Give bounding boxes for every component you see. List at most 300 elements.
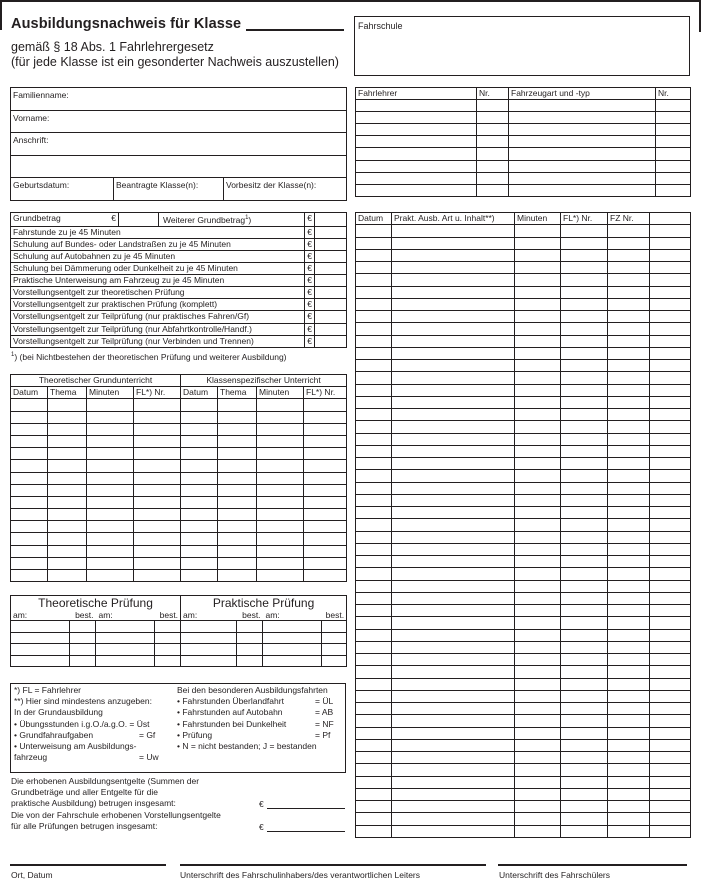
weiterer-grundbetrag-value[interactable]	[315, 213, 347, 227]
table-cell[interactable]	[356, 136, 477, 148]
table-cell[interactable]	[561, 752, 608, 764]
table-cell[interactable]	[515, 715, 561, 727]
table-cell[interactable]	[134, 509, 181, 521]
table-cell[interactable]	[650, 482, 691, 494]
table-cell[interactable]	[650, 433, 691, 445]
table-cell[interactable]	[11, 423, 48, 435]
table-cell[interactable]	[561, 372, 608, 384]
table-cell[interactable]	[263, 655, 322, 667]
table-cell[interactable]	[561, 813, 608, 825]
table-cell[interactable]	[257, 399, 304, 411]
table-cell[interactable]	[392, 617, 515, 629]
vorname-field[interactable]	[11, 110, 347, 133]
table-cell[interactable]	[650, 409, 691, 421]
table-cell[interactable]	[392, 409, 515, 421]
table-cell[interactable]	[392, 727, 515, 739]
table-cell[interactable]	[650, 249, 691, 261]
table-cell[interactable]	[11, 435, 48, 447]
table-cell[interactable]	[392, 335, 515, 347]
table-cell[interactable]	[561, 715, 608, 727]
table-cell[interactable]	[356, 421, 392, 433]
table-cell[interactable]	[509, 184, 656, 196]
table-cell[interactable]	[392, 347, 515, 359]
table-cell[interactable]	[304, 545, 347, 557]
table-cell[interactable]	[509, 148, 656, 160]
table-cell[interactable]	[392, 311, 515, 323]
table-cell[interactable]	[356, 531, 392, 543]
table-cell[interactable]	[356, 715, 392, 727]
table-cell[interactable]	[561, 568, 608, 580]
table-cell[interactable]	[608, 384, 650, 396]
table-cell[interactable]	[134, 545, 181, 557]
table-cell[interactable]	[392, 372, 515, 384]
table-cell[interactable]	[392, 225, 515, 237]
table-cell[interactable]	[650, 592, 691, 604]
table-cell[interactable]	[322, 655, 347, 667]
grundbetrag-value[interactable]	[119, 213, 159, 227]
table-cell[interactable]	[356, 813, 392, 825]
table-cell[interactable]	[392, 703, 515, 715]
table-cell[interactable]	[87, 448, 134, 460]
table-cell[interactable]	[48, 557, 87, 569]
table-cell[interactable]	[650, 776, 691, 788]
table-cell[interactable]	[134, 460, 181, 472]
table-cell[interactable]	[356, 641, 392, 653]
table-cell[interactable]	[608, 617, 650, 629]
table-cell[interactable]	[608, 482, 650, 494]
table-cell[interactable]	[87, 521, 134, 533]
table-cell[interactable]	[561, 262, 608, 274]
table-cell[interactable]	[87, 460, 134, 472]
table-cell[interactable]	[608, 776, 650, 788]
table-cell[interactable]	[356, 752, 392, 764]
table-cell[interactable]	[181, 460, 218, 472]
table-cell[interactable]	[561, 764, 608, 776]
table-cell[interactable]	[515, 825, 561, 837]
table-cell[interactable]	[11, 484, 48, 496]
table-cell[interactable]	[515, 507, 561, 519]
table-cell[interactable]	[650, 556, 691, 568]
table-cell[interactable]	[392, 433, 515, 445]
table-cell[interactable]	[608, 470, 650, 482]
table-cell[interactable]	[134, 423, 181, 435]
table-cell[interactable]	[304, 533, 347, 545]
table-cell[interactable]	[561, 654, 608, 666]
table-cell[interactable]	[356, 801, 392, 813]
ort-datum-signature-line[interactable]	[10, 864, 166, 866]
table-cell[interactable]	[608, 347, 650, 359]
table-cell[interactable]	[263, 632, 322, 644]
table-cell[interactable]	[356, 100, 477, 112]
table-cell[interactable]	[608, 556, 650, 568]
table-cell[interactable]	[650, 666, 691, 678]
table-cell[interactable]	[650, 654, 691, 666]
table-cell[interactable]	[561, 703, 608, 715]
table-cell[interactable]	[356, 580, 392, 592]
table-cell[interactable]	[11, 460, 48, 472]
beantragte-klasse-field[interactable]	[114, 178, 224, 201]
table-cell[interactable]	[561, 384, 608, 396]
table-cell[interactable]	[392, 654, 515, 666]
table-cell[interactable]	[561, 727, 608, 739]
table-cell[interactable]	[218, 533, 257, 545]
table-cell[interactable]	[356, 825, 392, 837]
table-cell[interactable]	[515, 262, 561, 274]
table-cell[interactable]	[561, 360, 608, 372]
table-cell[interactable]	[608, 531, 650, 543]
table-cell[interactable]	[477, 184, 509, 196]
table-cell[interactable]	[515, 739, 561, 751]
table-cell[interactable]	[608, 678, 650, 690]
table-cell[interactable]	[515, 678, 561, 690]
table-cell[interactable]	[650, 494, 691, 506]
table-cell[interactable]	[96, 632, 155, 644]
table-cell[interactable]	[656, 136, 691, 148]
table-cell[interactable]	[561, 739, 608, 751]
table-cell[interactable]	[515, 421, 561, 433]
table-cell[interactable]	[515, 458, 561, 470]
table-cell[interactable]	[515, 470, 561, 482]
table-cell[interactable]	[87, 435, 134, 447]
table-cell[interactable]	[48, 545, 87, 557]
table-cell[interactable]	[11, 509, 48, 521]
table-cell[interactable]	[608, 360, 650, 372]
table-cell[interactable]	[608, 249, 650, 261]
table-cell[interactable]	[257, 435, 304, 447]
table-cell[interactable]	[48, 399, 87, 411]
table-cell[interactable]	[515, 592, 561, 604]
table-cell[interactable]	[561, 629, 608, 641]
fee-value[interactable]	[315, 311, 347, 323]
table-cell[interactable]	[656, 100, 691, 112]
table-cell[interactable]	[218, 411, 257, 423]
table-cell[interactable]	[515, 335, 561, 347]
table-cell[interactable]	[237, 621, 263, 633]
table-cell[interactable]	[134, 435, 181, 447]
table-cell[interactable]	[515, 654, 561, 666]
table-cell[interactable]	[356, 776, 392, 788]
table-cell[interactable]	[561, 470, 608, 482]
table-cell[interactable]	[356, 470, 392, 482]
table-cell[interactable]	[650, 384, 691, 396]
vorstellungsentgelte-total-field[interactable]	[259, 822, 264, 832]
table-cell[interactable]	[218, 570, 257, 582]
table-cell[interactable]	[608, 458, 650, 470]
table-cell[interactable]	[181, 632, 237, 644]
table-cell[interactable]	[608, 727, 650, 739]
table-cell[interactable]	[322, 632, 347, 644]
table-cell[interactable]	[392, 801, 515, 813]
table-cell[interactable]	[11, 496, 48, 508]
table-cell[interactable]	[304, 472, 347, 484]
familienname-field[interactable]	[11, 88, 347, 111]
table-cell[interactable]	[656, 160, 691, 172]
table-cell[interactable]	[356, 507, 392, 519]
table-cell[interactable]	[70, 632, 96, 644]
table-cell[interactable]	[477, 172, 509, 184]
table-cell[interactable]	[515, 813, 561, 825]
table-cell[interactable]	[11, 521, 48, 533]
table-cell[interactable]	[515, 347, 561, 359]
table-cell[interactable]	[237, 644, 263, 656]
table-cell[interactable]	[155, 655, 181, 667]
table-cell[interactable]	[515, 482, 561, 494]
table-cell[interactable]	[608, 825, 650, 837]
table-cell[interactable]	[356, 360, 392, 372]
fahrschule-field[interactable]	[354, 16, 690, 76]
table-cell[interactable]	[48, 423, 87, 435]
table-cell[interactable]	[650, 311, 691, 323]
table-cell[interactable]	[608, 433, 650, 445]
table-cell[interactable]	[561, 801, 608, 813]
table-cell[interactable]	[650, 421, 691, 433]
table-cell[interactable]	[11, 621, 70, 633]
table-cell[interactable]	[70, 644, 96, 656]
table-cell[interactable]	[96, 655, 155, 667]
table-cell[interactable]	[70, 621, 96, 633]
table-cell[interactable]	[515, 249, 561, 261]
table-cell[interactable]	[87, 411, 134, 423]
table-cell[interactable]	[356, 690, 392, 702]
table-cell[interactable]	[561, 409, 608, 421]
table-cell[interactable]	[561, 433, 608, 445]
table-cell[interactable]	[561, 641, 608, 653]
table-cell[interactable]	[561, 776, 608, 788]
table-cell[interactable]	[515, 274, 561, 286]
table-cell[interactable]	[322, 621, 347, 633]
table-cell[interactable]	[650, 641, 691, 653]
table-cell[interactable]	[561, 494, 608, 506]
table-cell[interactable]	[181, 448, 218, 460]
table-cell[interactable]	[257, 557, 304, 569]
table-cell[interactable]	[561, 421, 608, 433]
table-cell[interactable]	[392, 237, 515, 249]
table-cell[interactable]	[181, 509, 218, 521]
table-cell[interactable]	[650, 764, 691, 776]
table-cell[interactable]	[650, 543, 691, 555]
table-cell[interactable]	[87, 533, 134, 545]
table-cell[interactable]	[218, 521, 257, 533]
table-cell[interactable]	[392, 666, 515, 678]
table-cell[interactable]	[304, 496, 347, 508]
table-cell[interactable]	[515, 409, 561, 421]
table-cell[interactable]	[218, 545, 257, 557]
table-cell[interactable]	[48, 472, 87, 484]
table-cell[interactable]	[257, 411, 304, 423]
table-cell[interactable]	[304, 521, 347, 533]
table-cell[interactable]	[181, 399, 218, 411]
fee-value[interactable]	[315, 226, 347, 238]
table-cell[interactable]	[356, 184, 477, 196]
table-cell[interactable]	[650, 286, 691, 298]
table-cell[interactable]	[304, 570, 347, 582]
table-cell[interactable]	[11, 533, 48, 545]
table-cell[interactable]	[257, 521, 304, 533]
table-cell[interactable]	[392, 445, 515, 457]
table-cell[interactable]	[11, 570, 48, 582]
table-cell[interactable]	[608, 666, 650, 678]
table-cell[interactable]	[356, 458, 392, 470]
table-cell[interactable]	[87, 545, 134, 557]
table-cell[interactable]	[561, 458, 608, 470]
table-cell[interactable]	[134, 484, 181, 496]
table-cell[interactable]	[392, 360, 515, 372]
table-cell[interactable]	[356, 396, 392, 408]
table-cell[interactable]	[237, 655, 263, 667]
table-cell[interactable]	[11, 472, 48, 484]
table-cell[interactable]	[392, 556, 515, 568]
table-cell[interactable]	[515, 323, 561, 335]
table-cell[interactable]	[87, 399, 134, 411]
table-cell[interactable]	[509, 136, 656, 148]
table-cell[interactable]	[304, 557, 347, 569]
table-cell[interactable]	[608, 409, 650, 421]
table-cell[interactable]	[356, 788, 392, 800]
table-cell[interactable]	[356, 482, 392, 494]
table-cell[interactable]	[356, 654, 392, 666]
table-cell[interactable]	[515, 617, 561, 629]
table-cell[interactable]	[304, 399, 347, 411]
table-cell[interactable]	[263, 621, 322, 633]
table-cell[interactable]	[515, 519, 561, 531]
table-cell[interactable]	[356, 727, 392, 739]
table-cell[interactable]	[356, 592, 392, 604]
table-cell[interactable]	[650, 678, 691, 690]
table-cell[interactable]	[561, 274, 608, 286]
table-cell[interactable]	[561, 580, 608, 592]
table-cell[interactable]	[392, 262, 515, 274]
table-cell[interactable]	[392, 580, 515, 592]
table-cell[interactable]	[356, 160, 477, 172]
table-cell[interactable]	[181, 545, 218, 557]
geburtsdatum-field[interactable]	[11, 178, 114, 201]
table-cell[interactable]	[11, 545, 48, 557]
table-cell[interactable]	[608, 372, 650, 384]
table-cell[interactable]	[608, 801, 650, 813]
table-cell[interactable]	[515, 666, 561, 678]
table-cell[interactable]	[263, 644, 322, 656]
table-cell[interactable]	[356, 445, 392, 457]
table-cell[interactable]	[515, 433, 561, 445]
table-cell[interactable]	[181, 411, 218, 423]
table-cell[interactable]	[650, 813, 691, 825]
table-cell[interactable]	[515, 494, 561, 506]
table-cell[interactable]	[561, 592, 608, 604]
table-cell[interactable]	[561, 556, 608, 568]
table-cell[interactable]	[650, 703, 691, 715]
table-cell[interactable]	[48, 448, 87, 460]
table-cell[interactable]	[257, 496, 304, 508]
table-cell[interactable]	[650, 715, 691, 727]
table-cell[interactable]	[155, 644, 181, 656]
table-cell[interactable]	[515, 801, 561, 813]
anschrift-field-line2[interactable]	[11, 155, 347, 178]
table-cell[interactable]	[650, 237, 691, 249]
table-cell[interactable]	[650, 727, 691, 739]
table-cell[interactable]	[96, 644, 155, 656]
table-cell[interactable]	[356, 262, 392, 274]
table-cell[interactable]	[392, 752, 515, 764]
table-cell[interactable]	[561, 298, 608, 310]
table-cell[interactable]	[48, 509, 87, 521]
table-cell[interactable]	[608, 335, 650, 347]
table-cell[interactable]	[509, 124, 656, 136]
table-cell[interactable]	[134, 411, 181, 423]
table-cell[interactable]	[656, 124, 691, 136]
table-cell[interactable]	[561, 605, 608, 617]
table-cell[interactable]	[561, 507, 608, 519]
table-cell[interactable]	[257, 423, 304, 435]
table-cell[interactable]	[561, 482, 608, 494]
table-cell[interactable]	[650, 396, 691, 408]
table-cell[interactable]	[356, 494, 392, 506]
table-cell[interactable]	[561, 249, 608, 261]
table-cell[interactable]	[304, 448, 347, 460]
table-cell[interactable]	[356, 666, 392, 678]
table-cell[interactable]	[561, 396, 608, 408]
table-cell[interactable]	[87, 496, 134, 508]
fee-value[interactable]	[315, 275, 347, 287]
table-cell[interactable]	[608, 286, 650, 298]
table-cell[interactable]	[304, 484, 347, 496]
table-cell[interactable]	[392, 739, 515, 751]
table-cell[interactable]	[561, 678, 608, 690]
table-cell[interactable]	[392, 776, 515, 788]
table-cell[interactable]	[477, 160, 509, 172]
table-cell[interactable]	[515, 580, 561, 592]
table-cell[interactable]	[650, 739, 691, 751]
table-cell[interactable]	[392, 825, 515, 837]
table-cell[interactable]	[356, 274, 392, 286]
table-cell[interactable]	[650, 458, 691, 470]
table-cell[interactable]	[356, 311, 392, 323]
table-cell[interactable]	[356, 112, 477, 124]
table-cell[interactable]	[257, 472, 304, 484]
table-cell[interactable]	[515, 543, 561, 555]
table-cell[interactable]	[181, 496, 218, 508]
table-cell[interactable]	[608, 298, 650, 310]
table-cell[interactable]	[515, 396, 561, 408]
table-cell[interactable]	[48, 533, 87, 545]
table-cell[interactable]	[392, 323, 515, 335]
table-cell[interactable]	[515, 225, 561, 237]
table-cell[interactable]	[356, 335, 392, 347]
table-cell[interactable]	[218, 448, 257, 460]
table-cell[interactable]	[392, 813, 515, 825]
table-cell[interactable]	[218, 484, 257, 496]
table-cell[interactable]	[392, 507, 515, 519]
table-cell[interactable]	[561, 690, 608, 702]
table-cell[interactable]	[477, 136, 509, 148]
table-cell[interactable]	[181, 644, 237, 656]
table-cell[interactable]	[87, 423, 134, 435]
table-cell[interactable]	[11, 644, 70, 656]
table-cell[interactable]	[509, 160, 656, 172]
table-cell[interactable]	[608, 605, 650, 617]
table-cell[interactable]	[134, 399, 181, 411]
table-cell[interactable]	[237, 632, 263, 644]
table-cell[interactable]	[257, 484, 304, 496]
table-cell[interactable]	[257, 570, 304, 582]
table-cell[interactable]	[650, 298, 691, 310]
table-cell[interactable]	[181, 423, 218, 435]
table-cell[interactable]	[650, 347, 691, 359]
table-cell[interactable]	[218, 496, 257, 508]
table-cell[interactable]	[134, 448, 181, 460]
table-cell[interactable]	[656, 148, 691, 160]
anschrift-field[interactable]	[11, 133, 347, 156]
table-cell[interactable]	[356, 409, 392, 421]
